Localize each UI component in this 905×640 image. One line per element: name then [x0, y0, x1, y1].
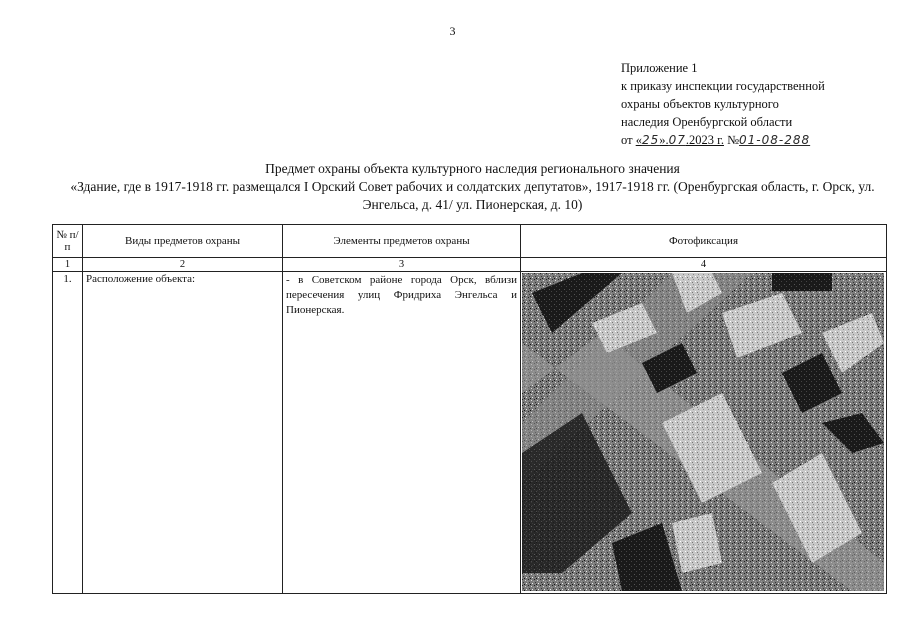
protection-subject-table — [52, 224, 887, 594]
page-number: 3 — [449, 24, 456, 38]
order-number-prefix: № — [723, 133, 740, 147]
order-number-handwritten: 01-08-288 — [739, 133, 811, 147]
document-title — [70, 160, 875, 214]
aerial-photo — [522, 273, 884, 591]
date-prefix: от — [621, 133, 636, 147]
order-date-line — [621, 131, 891, 149]
row-photo-cell — [521, 272, 887, 594]
column-number-row — [53, 258, 887, 272]
row-type: Расположение объекта: — [83, 272, 283, 594]
header-photo: Фотофиксация — [521, 225, 887, 258]
appendix-line: Приложение 1 — [621, 61, 698, 75]
title-line-1: Предмет охраны объекта культурного наследия регионального значения — [265, 161, 680, 176]
column-number: 2 — [83, 258, 283, 272]
column-number: 1 — [53, 258, 83, 272]
date-year: .2023 г. — [685, 133, 724, 147]
date-quote-open: « — [635, 133, 642, 147]
header-elements: Элементы предметов охраны — [283, 225, 521, 258]
row-number: 1. — [53, 272, 83, 594]
date-month-handwritten: 07 — [668, 133, 686, 147]
appendix-line: к приказу инспекции государственной — [621, 79, 825, 93]
column-number: 4 — [521, 258, 887, 272]
header-number: № п/п — [53, 225, 83, 258]
date-quote-close: ». — [659, 133, 669, 147]
header-types: Виды предметов охраны — [83, 225, 283, 258]
appendix-block — [621, 59, 891, 149]
appendix-line: наследия Оренбургской области — [621, 115, 793, 129]
date-day-handwritten: 25 — [641, 133, 660, 147]
title-line-2: «Здание, где в 1917-1918 гг. размещался I Орский Совет рабочих и солдатских депутатов», 1917-1918 гг. (Оренбургская область, г. Орск, ул. Энгельса, д. 41/ ул. Пионерская, д. 10) — [70, 179, 875, 212]
row-elements: - в Советском районе города Орск, вблизи пересечения улиц Фридриха Энгельса и Пионерская. — [283, 272, 521, 594]
column-number: 3 — [283, 258, 521, 272]
table-row — [53, 272, 887, 594]
appendix-line: охраны объектов культурного — [621, 97, 779, 111]
table-header-row — [53, 225, 887, 258]
